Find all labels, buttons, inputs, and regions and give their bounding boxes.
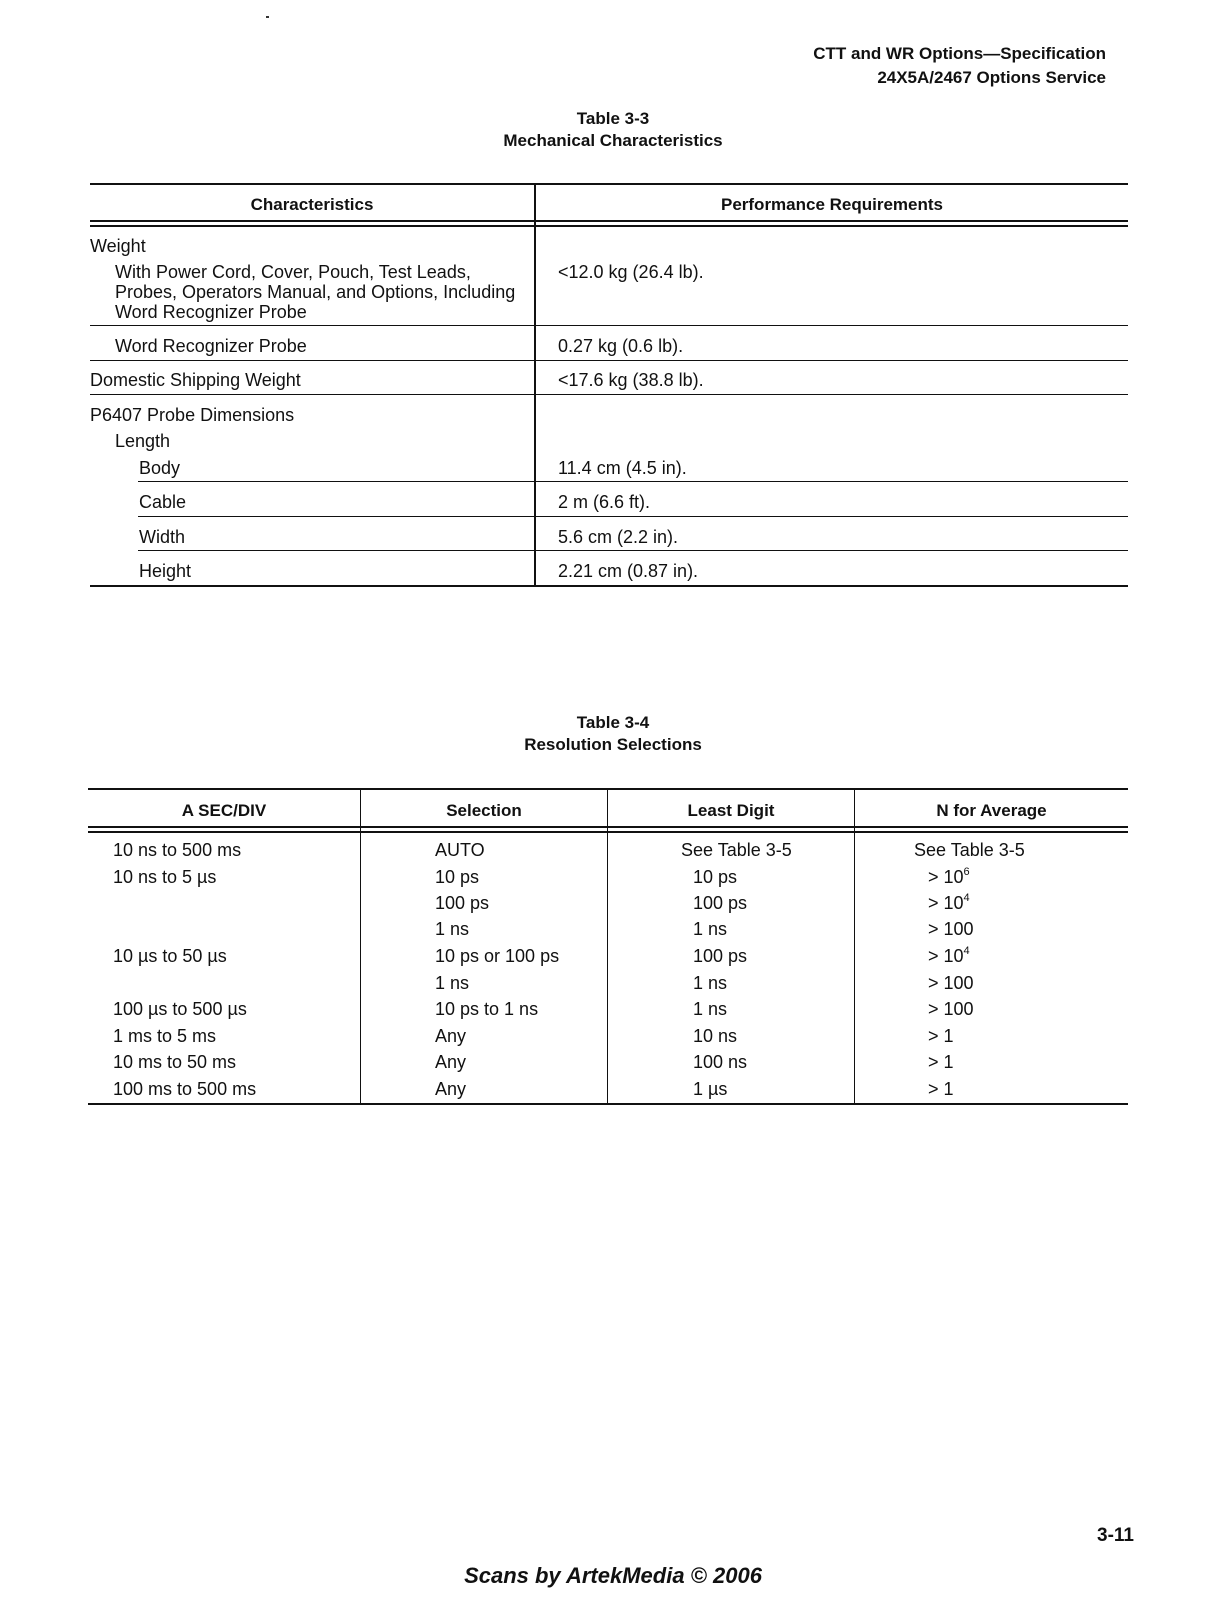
cell-selection: Any — [435, 1052, 467, 1072]
cell-least-digit: 1 ns — [693, 999, 728, 1019]
cell-a-sec-div: 10 ns to 500 ms — [113, 840, 242, 860]
cell-a-sec-div: 100 µs to 500 µs — [113, 999, 247, 1019]
col-header-n-for-average: N for Average — [936, 801, 1047, 820]
cell-selection: 10 ps or 100 ps — [435, 946, 560, 966]
cell-n-for-average: > 1 — [928, 1026, 954, 1046]
scan-credit: Scans by ArtekMedia © 2006 — [464, 1563, 762, 1588]
table-rule — [90, 225, 1128, 227]
row-divider — [138, 550, 1128, 551]
value-height: 2.21 cm (0.87 in). — [558, 561, 699, 581]
table-rule — [90, 585, 1128, 587]
cell-selection: 1 ns — [435, 919, 470, 939]
row-width: Width — [139, 527, 186, 547]
cell-n-for-average: > 100 — [928, 973, 974, 993]
col-header-a-sec-div: A SEC/DIV — [181, 801, 267, 820]
cell-n-for-average: > 100 — [928, 999, 974, 1019]
cell-selection: Any — [435, 1079, 467, 1099]
cell-selection: AUTO — [435, 840, 485, 860]
cell-selection: Any — [435, 1026, 467, 1046]
cell-n-for-average: > $10^4$ — [928, 892, 970, 913]
cell-a-sec-div: 100 ms to 500 ms — [113, 1079, 257, 1099]
table-3-4-title: Resolution Selections — [524, 735, 702, 754]
cell-least-digit: 100 ps — [693, 893, 748, 913]
cell-selection: 10 ps — [435, 867, 480, 887]
cell-n-for-average: See Table 3-5 — [914, 840, 1025, 860]
exponent: 6 — [963, 866, 970, 878]
cell-least-digit: See Table 3-5 — [681, 840, 792, 860]
row-divider — [90, 394, 1128, 395]
cell-n-for-average: > 100 — [928, 919, 974, 939]
column-divider — [607, 788, 608, 1104]
row-height: Height — [139, 561, 192, 581]
row-divider — [90, 360, 1128, 361]
exponent: 4 — [963, 892, 970, 904]
cell-a-sec-div: 1 ms to 5 ms — [113, 1026, 217, 1046]
row-divider — [138, 481, 1128, 482]
row-with-power-cord: With Power Cord, Cover, Pouch, Test Leads, — [115, 262, 471, 282]
cell-least-digit: 10 ps — [693, 867, 738, 887]
col-header-least-digit: Least Digit — [687, 801, 775, 820]
value-domestic-shipping-weight: <17.6 kg (38.8 lb). — [558, 370, 704, 390]
cell-least-digit: 1 ns — [693, 919, 728, 939]
value-cable: 2 m (6.6 ft). — [558, 492, 651, 512]
row-cable: Cable — [139, 492, 187, 512]
exponent: 4 — [963, 945, 970, 957]
table-rule — [88, 1103, 1128, 1105]
cell-least-digit: 1 ns — [693, 973, 728, 993]
row-with-power-cord-cont: Word Recognizer Probe — [115, 302, 307, 322]
cell-selection: 1 ns — [435, 973, 470, 993]
table-rule — [90, 220, 1128, 222]
column-divider — [360, 788, 361, 1104]
scan-speck — [266, 16, 269, 18]
table-rule — [88, 831, 1128, 833]
col-header-performance: Performance Requirements — [720, 195, 944, 214]
cell-least-digit: 100 ps — [693, 946, 748, 966]
row-weight: Weight — [90, 236, 146, 256]
cell-a-sec-div: 10 µs to 50 µs — [113, 946, 227, 966]
row-body: Body — [139, 458, 181, 478]
cell-n-for-average: > $10^4$ — [928, 945, 970, 966]
value-with-power-cord: <12.0 kg (26.4 lb). — [558, 262, 704, 282]
row-word-recognizer-probe: Word Recognizer Probe — [115, 336, 307, 356]
header-subtitle: 24X5A/2467 Options Service — [877, 68, 1106, 87]
row-divider — [138, 516, 1128, 517]
header-title: CTT and WR Options—Specification — [813, 44, 1106, 63]
cell-least-digit: 100 ns — [693, 1052, 748, 1072]
row-length: Length — [115, 431, 171, 451]
cell-least-digit: 1 µs — [693, 1079, 728, 1099]
value-word-recognizer-probe: 0.27 kg (0.6 lb). — [558, 336, 684, 356]
cell-a-sec-div: 10 ms to 50 ms — [113, 1052, 237, 1072]
cell-n-for-average: > 1 — [928, 1079, 954, 1099]
cell-least-digit: 10 ns — [693, 1026, 738, 1046]
table-rule — [88, 826, 1128, 828]
table-3-3-title: Mechanical Characteristics — [503, 131, 723, 150]
table-rule — [90, 183, 1128, 185]
row-with-power-cord-cont: Probes, Operators Manual, and Options, Including — [115, 282, 516, 302]
table-3-4-number: Table 3-4 — [576, 713, 650, 732]
cell-selection: 10 ps to 1 ns — [435, 999, 539, 1019]
row-domestic-shipping-weight: Domestic Shipping Weight — [90, 370, 301, 390]
table-3-3-number: Table 3-3 — [576, 109, 650, 128]
column-divider — [534, 183, 536, 587]
value-width: 5.6 cm (2.2 in). — [558, 527, 679, 547]
row-divider — [90, 325, 1128, 326]
value-body: 11.4 cm (4.5 in). — [558, 458, 687, 478]
row-p6407-dimensions: P6407 Probe Dimensions — [90, 405, 295, 425]
cell-n-for-average: > 1 — [928, 1052, 954, 1072]
column-divider — [854, 788, 855, 1104]
table-rule — [88, 788, 1128, 790]
page-number: 3-11 — [1097, 1525, 1134, 1546]
cell-n-for-average: > $10^6$ — [928, 866, 970, 887]
col-header-selection: Selection — [446, 801, 522, 820]
cell-a-sec-div: 10 ns to 5 µs — [113, 867, 217, 887]
col-header-characteristics: Characteristics — [250, 195, 374, 214]
cell-selection: 100 ps — [435, 893, 490, 913]
